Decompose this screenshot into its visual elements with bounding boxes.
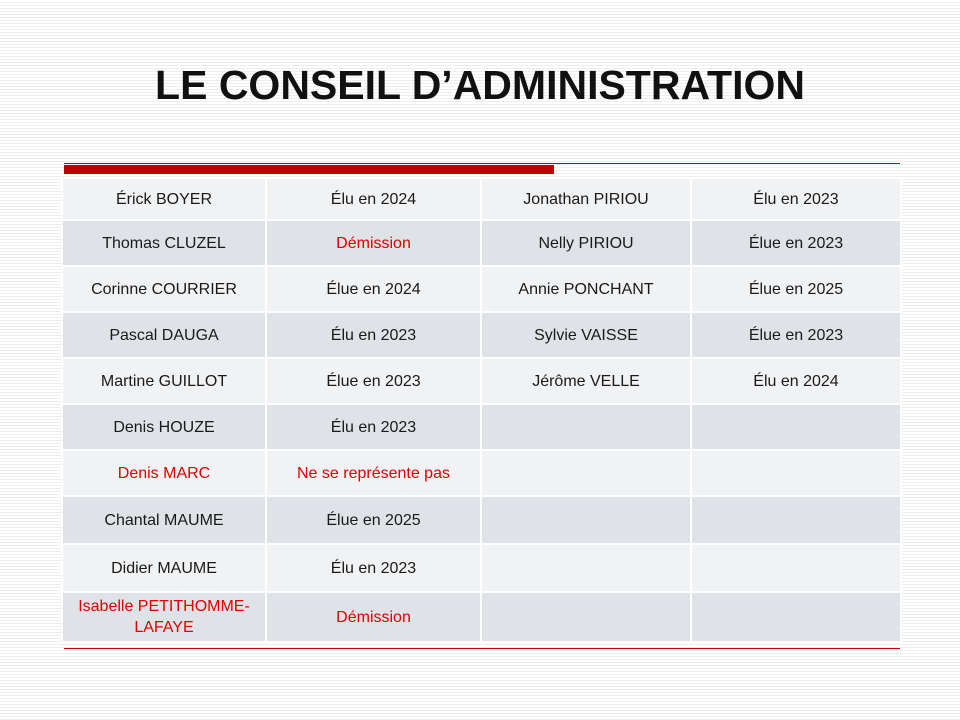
member-status: Élue en 2024 — [266, 266, 481, 312]
divider-bottom — [64, 648, 900, 649]
member-name: Isabelle PETITHOMME-LAFAYE — [62, 592, 266, 642]
table-row — [62, 544, 901, 592]
table-row — [62, 358, 901, 404]
member-status: Élu en 2023 — [266, 544, 481, 592]
member-status: Élue en 2025 — [691, 266, 901, 312]
member-status: Démission — [266, 592, 481, 642]
member-name — [481, 450, 691, 496]
table-row — [62, 450, 901, 496]
member-status: Ne se représente pas — [266, 450, 481, 496]
member-status: Élu en 2023 — [266, 404, 481, 450]
member-name: Denis MARC — [62, 450, 266, 496]
member-name: Annie PONCHANT — [481, 266, 691, 312]
member-status: Démission — [266, 220, 481, 266]
member-name: Nelly PIRIOU — [481, 220, 691, 266]
table-row — [62, 220, 901, 266]
member-name: Sylvie VAISSE — [481, 312, 691, 358]
page-title: LE CONSEIL D’ADMINISTRATION — [155, 62, 805, 108]
table-row — [62, 404, 901, 450]
accent-bar — [64, 165, 554, 174]
member-status: Élue en 2023 — [266, 358, 481, 404]
member-status — [691, 544, 901, 592]
table-row — [62, 266, 901, 312]
member-name: Martine GUILLOT — [62, 358, 266, 404]
member-status — [691, 450, 901, 496]
table-row — [62, 592, 901, 642]
member-name: Denis HOUZE — [62, 404, 266, 450]
table-row — [62, 496, 901, 544]
member-status — [691, 496, 901, 544]
member-name: Didier MAUME — [62, 544, 266, 592]
member-name: Corinne COURRIER — [62, 266, 266, 312]
member-status: Élu en 2023 — [266, 312, 481, 358]
member-status: Élue en 2023 — [691, 312, 901, 358]
member-name — [481, 496, 691, 544]
table-row — [62, 312, 901, 358]
member-status: Élue en 2023 — [691, 220, 901, 266]
member-name: Jérôme VELLE — [481, 358, 691, 404]
member-status — [691, 592, 901, 642]
member-name — [481, 592, 691, 642]
divider-top — [64, 163, 900, 164]
member-name — [481, 404, 691, 450]
member-name: Pascal DAUGA — [62, 312, 266, 358]
member-status: Élu en 2024 — [266, 178, 481, 220]
board-table — [61, 177, 902, 643]
member-status — [691, 404, 901, 450]
table-row — [62, 178, 901, 220]
member-status: Élue en 2025 — [266, 496, 481, 544]
member-name: Thomas CLUZEL — [62, 220, 266, 266]
member-status: Élu en 2024 — [691, 358, 901, 404]
member-name: Chantal MAUME — [62, 496, 266, 544]
member-status: Élu en 2023 — [691, 178, 901, 220]
member-name — [481, 544, 691, 592]
member-name: Jonathan PIRIOU — [481, 178, 691, 220]
member-name: Érick BOYER — [62, 178, 266, 220]
